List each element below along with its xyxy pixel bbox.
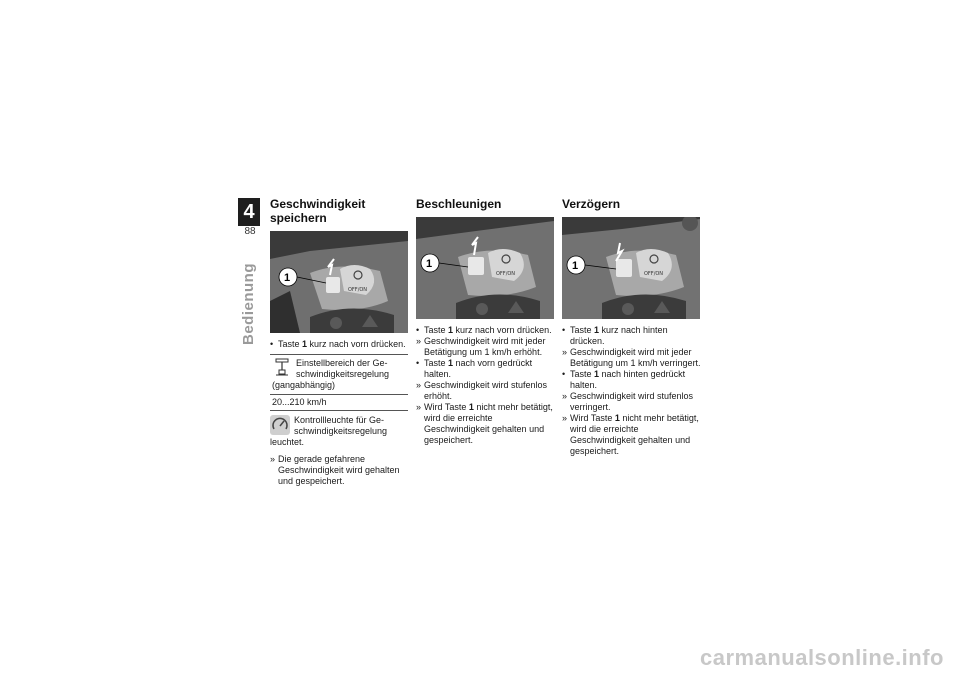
button-label-offon: OFF/ON: [644, 271, 664, 277]
column-beschleunigen: [416, 197, 556, 446]
button-label-offon: OFF/ON: [496, 271, 516, 277]
instruction-list-beschleunigen: [416, 325, 556, 446]
callout-label-1: 1: [426, 258, 433, 270]
list-item: • Taste 1 kurz nach vorn drücken.: [270, 339, 406, 349]
chapter-side-label: [240, 263, 260, 365]
list-item: • Taste 1 kurz nach vorn drücken.: [416, 325, 552, 335]
list-item: • Taste 1 kurz nach hinten drücken.: [562, 325, 668, 346]
column-verzoegern: [562, 197, 702, 457]
heading-verzoegern: Verzögern: [562, 197, 621, 211]
cruise-switch-icon: [326, 277, 340, 293]
column-speichern: [270, 197, 410, 487]
callout-label-1: 1: [572, 260, 579, 272]
list-item: » Geschwindigkeit wird stufenlos verringert.: [562, 391, 694, 412]
spec-row-range: Einstellbereich der Ge- schwindigkeitsregelung (gangabhängig): [270, 355, 408, 395]
result-list-speichern: [270, 454, 410, 487]
list-item: • Taste 1 nach hinten gedrückt halten.: [562, 369, 686, 390]
instruction-list-verzoegern: [562, 325, 702, 457]
list-item: • Taste 1 nach vorn gedrückt halten.: [416, 358, 533, 379]
adjust-range-icon: [274, 358, 290, 376]
list-item: » Geschwindigkeit wird stufenlos erhöht.: [416, 380, 548, 401]
spec-row-value: 20...210 km/h: [272, 397, 327, 407]
page-number: 88: [244, 226, 256, 237]
callout-label-1: 1: [284, 272, 291, 284]
cruise-control-indicator-icon: [270, 415, 290, 435]
button-label-offon: OFF/ON: [348, 287, 368, 293]
list-item: » Geschwindigkeit wird mit jeder Betätigung um 1 km/h erhöht.: [416, 336, 546, 357]
heading-beschleunigen: Beschleunigen: [416, 197, 502, 211]
instruction-list-speichern: [270, 339, 410, 350]
list-item: » Wird Taste 1 nicht mehr betätigt, wird die erreichte Geschwindigkeit gehalten und gespeichert.: [562, 413, 699, 456]
spec-table: [270, 354, 408, 411]
indicator-note: Kontrollleuchte für Ge- schwindigkeitsregelung leuchtet.: [270, 415, 388, 447]
handlebar-photo-verzoegern: [562, 217, 700, 319]
chapter-number-tab: 4: [238, 198, 260, 226]
handlebar-photo-beschleunigen: [416, 217, 554, 319]
cruise-switch-icon: [616, 259, 632, 277]
list-item: » Die gerade gefahrene Geschwindigkeit wird gehalten und gespeichert.: [270, 454, 400, 486]
heading-speichern: Geschwindigkeit speichern: [270, 197, 366, 225]
cruise-switch-icon: [468, 257, 484, 275]
handlebar-photo-speichern: [270, 231, 408, 333]
chapter-title-vertical: Bedienung: [240, 263, 257, 345]
site-watermark: carmanualsonline.info: [700, 645, 944, 670]
list-item: » Wird Taste 1 nicht mehr betätigt, wird die erreichte Geschwindigkeit gehalten und gespeichert.: [416, 402, 553, 445]
list-item: » Geschwindigkeit wird mit jeder Betätigung um 1 km/h verringert.: [562, 347, 701, 368]
